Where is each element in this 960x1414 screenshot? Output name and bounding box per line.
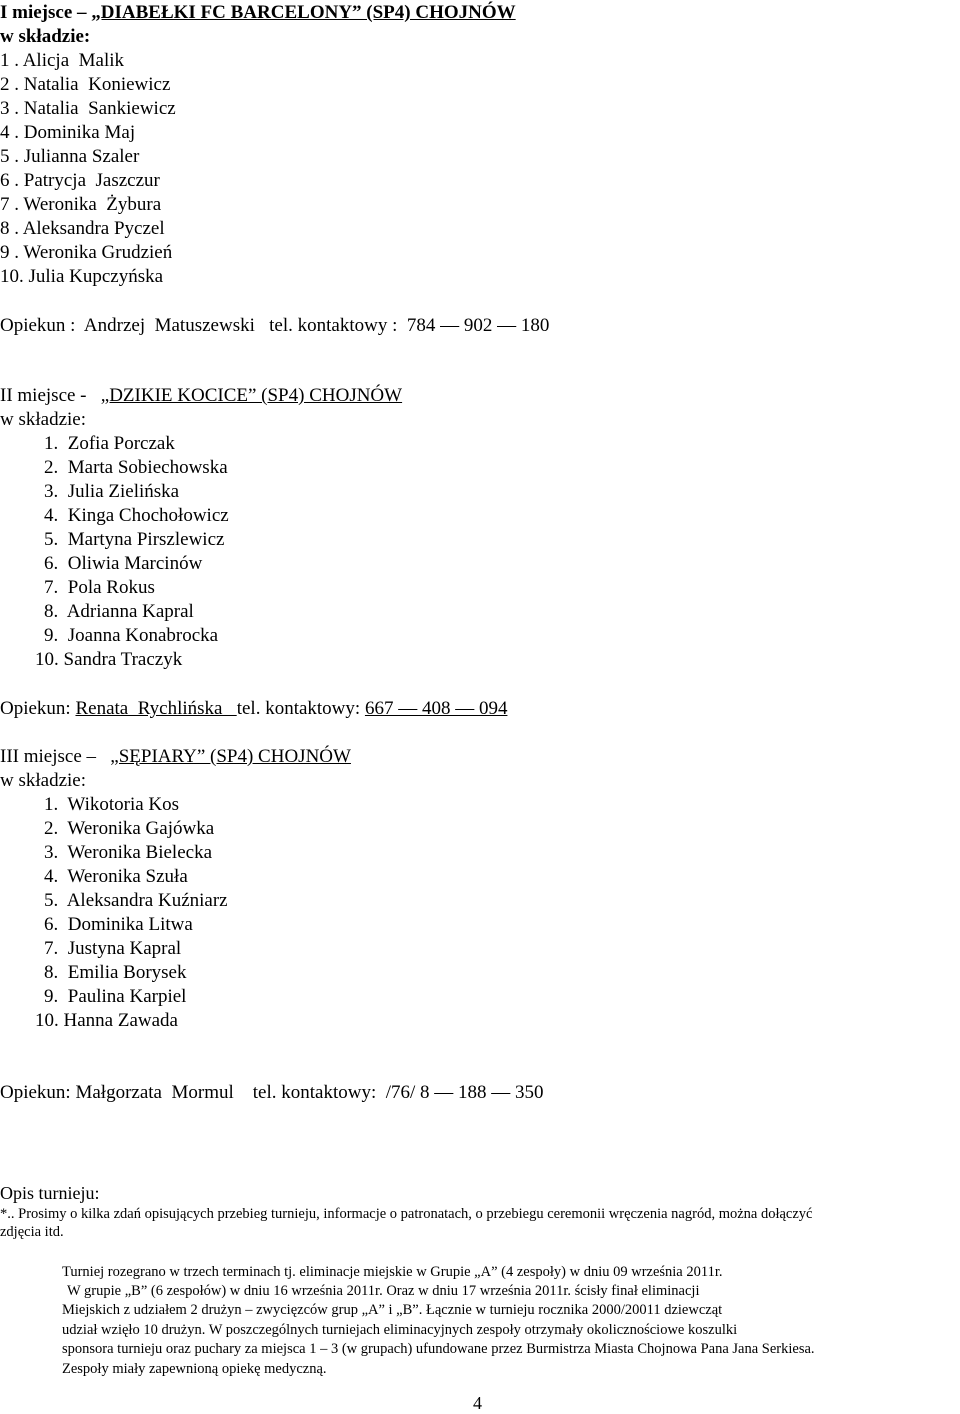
list-item: 3. Weronika Bielecka xyxy=(44,842,213,863)
team2-composition-label: w składzie: xyxy=(0,409,87,430)
team2-heading xyxy=(0,385,402,407)
list-item: 4 . Dominika Maj xyxy=(0,122,136,143)
list-item: 10. Sandra Traczyk xyxy=(35,649,183,670)
team3-composition-label: w składzie: xyxy=(0,770,87,791)
list-item: 10. Julia Kupczyńska xyxy=(0,266,164,287)
list-item: 1 . Alicja Malik xyxy=(0,50,125,71)
list-item: 9. Joanna Konabrocka xyxy=(44,625,219,646)
team2-coach-line xyxy=(0,698,507,720)
list-item: 4. Kinga Chochołowicz xyxy=(44,505,229,526)
list-item: 7. Pola Rokus xyxy=(44,577,155,598)
list-item: 4. Weronika Szuła xyxy=(44,866,188,887)
list-item: 6. Dominika Litwa xyxy=(44,914,193,935)
description-instruction-line2: zdjęcia itd. xyxy=(0,1224,64,1240)
list-item: 8 . Aleksandra Pyczel xyxy=(0,218,165,239)
list-item: 7. Justyna Kapral xyxy=(44,938,182,959)
page-number: 4 xyxy=(473,1393,482,1413)
list-item: 5. Martyna Pirszlewicz xyxy=(44,529,225,550)
list-item: 6. Oliwia Marcinów xyxy=(44,553,203,574)
description-instruction-line1: *.. Prosimy o kilka zdań opisujących przebieg turnieju, informacje o patronatach, o przebiegu ceremonii wręczenia nagród, można dołączyć xyxy=(0,1206,813,1222)
team3-coach-line: Opiekun: Małgorzata Mormul tel. kontaktowy: /76/ 8 — 188 — 350 xyxy=(0,1082,544,1103)
list-item: 2. Weronika Gajówka xyxy=(44,818,215,839)
description-heading: Opis turnieju: xyxy=(0,1183,100,1203)
team2-coach-label: Opiekun: xyxy=(0,698,76,719)
team1-name: „DIABEŁKI FC BARCELONY” (SP4) CHOJNÓW xyxy=(91,2,516,23)
list-item: 8. Adrianna Kapral xyxy=(44,601,194,622)
list-item: 6 . Patrycja Jaszczur xyxy=(0,170,160,191)
team3-place-label: III miejsce – xyxy=(0,746,111,767)
team1-coach-line: Opiekun : Andrzej Matuszewski tel. kontaktowy : 784 — 902 — 180 xyxy=(0,315,550,336)
description-line: sponsora turnieju oraz puchary za miejsca 1 – 3 (w grupach) ufundowane przez Burmistrza Miasta Chojnowa Pana Jana Serkiesa. xyxy=(62,1341,815,1357)
list-item: 10. Hanna Zawada xyxy=(35,1010,178,1031)
description-line: Miejskich z udziałem 2 drużyn – zwycięzców grup „A” i „B”. Łącznie w turnieju rocznika 2000/20011 dziewcząt xyxy=(62,1302,723,1318)
team2-phone-label: tel. kontaktowy: xyxy=(236,698,365,719)
team1-heading xyxy=(0,2,516,24)
team3-name: „SĘPIARY” (SP4) CHOJNÓW xyxy=(110,746,351,767)
description-line: W grupie „B” (6 zespołów) w dniu 16 września 2011r. Oraz w dniu 17 września 2011r. ścisły finał eliminacji xyxy=(67,1283,700,1299)
team2-phone: 667 — 408 — 094 xyxy=(364,698,508,719)
description-line: Zespoły miały zapewnioną opiekę medyczną. xyxy=(62,1361,327,1377)
list-item: 3 . Natalia Sankiewicz xyxy=(0,98,176,119)
description-line: udział wzięło 10 drużyn. W poszczególnych turniejach eliminacyjnych zespoły otrzymały okolicznościowe koszulki xyxy=(62,1322,738,1338)
description-line: Turniej rozegrano w trzech terminach tj. eliminacje miejskie w Grupie „A” (4 zespoły) w dniu 09 września 2011r. xyxy=(62,1264,723,1280)
list-item: 9. Paulina Karpiel xyxy=(44,986,187,1007)
team2-name: „DZIKIE KOCICE” (SP4) CHOJNÓW xyxy=(100,385,403,406)
list-item: 9 . Weronika Grudzień xyxy=(0,242,173,263)
team1-composition-label: w składzie: xyxy=(0,26,91,47)
list-item: 7 . Weronika Żybura xyxy=(0,194,162,215)
team3-heading xyxy=(0,746,351,768)
list-item: 2 . Natalia Koniewicz xyxy=(0,74,171,95)
team2-place-label: II miejsce - xyxy=(0,385,101,406)
team2-coach-name: Renata Rychlińska xyxy=(75,698,237,719)
list-item: 5. Aleksandra Kuźniarz xyxy=(44,890,228,911)
list-item: 2. Marta Sobiechowska xyxy=(44,457,228,478)
list-item: 1. Wikotoria Kos xyxy=(44,794,180,815)
list-item: 1. Zofia Porczak xyxy=(44,433,175,454)
list-item: 3. Julia Zielińska xyxy=(44,481,180,502)
list-item: 8. Emilia Borysek xyxy=(44,962,187,983)
team1-place-label: I miejsce – xyxy=(0,2,92,23)
list-item: 5 . Julianna Szaler xyxy=(0,146,140,167)
